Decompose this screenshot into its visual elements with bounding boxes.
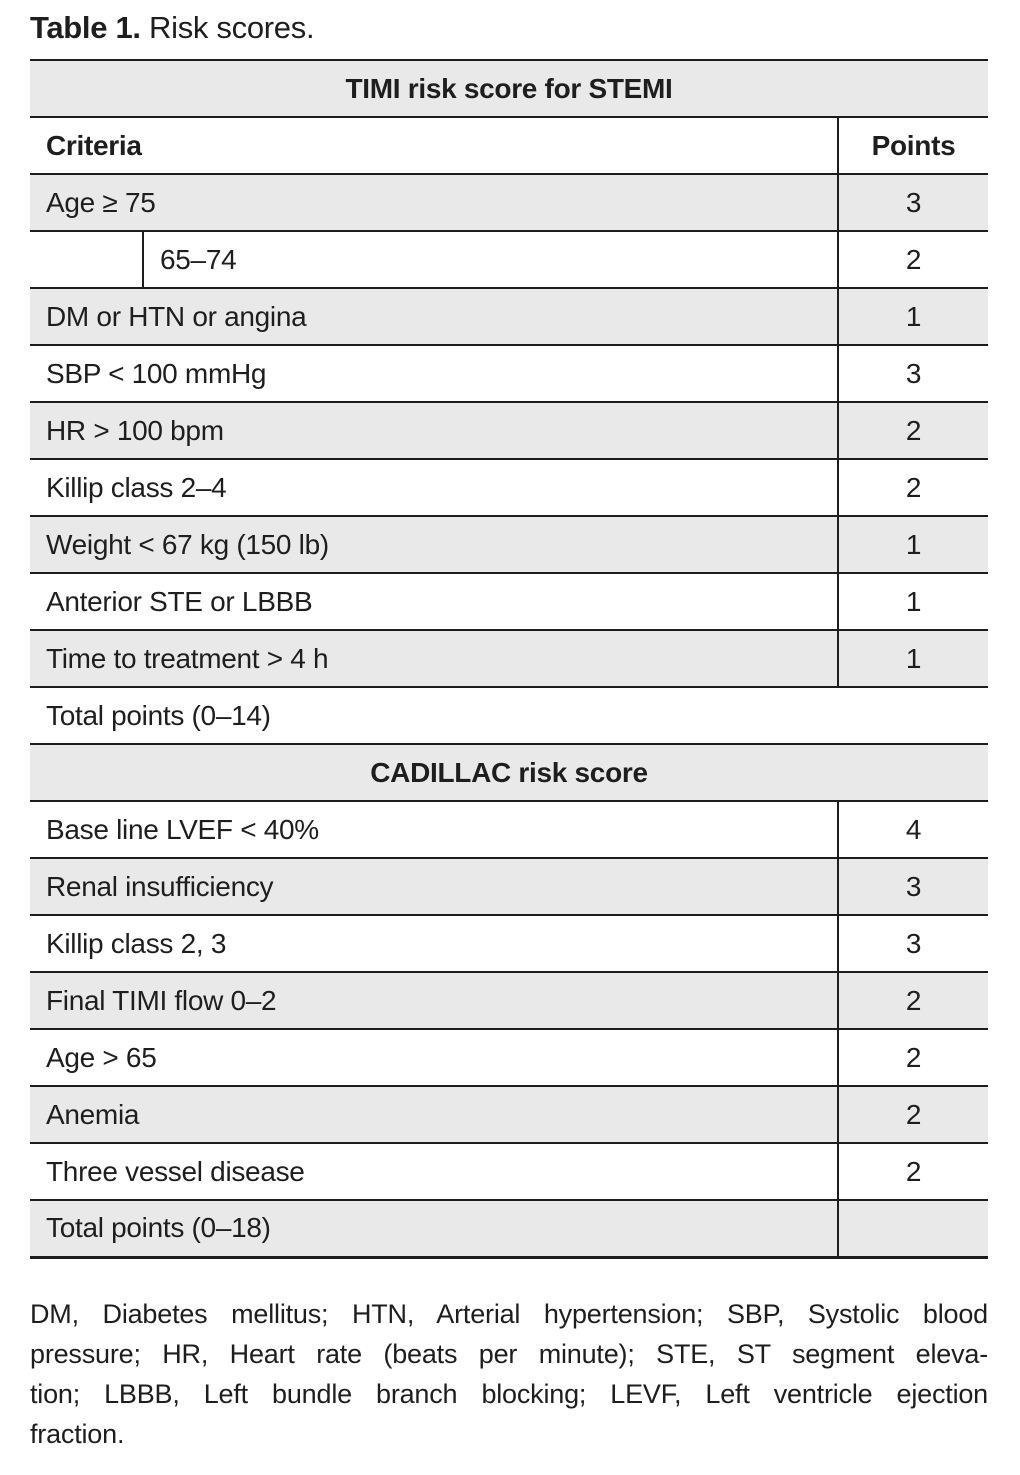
footnote-line: fraction. <box>30 1418 125 1449</box>
points-cell: 2 <box>838 972 988 1029</box>
table-row <box>30 972 988 1029</box>
points-cell: 1 <box>838 630 988 687</box>
table-row <box>30 1200 988 1257</box>
criteria-cell: Killip class 2–4 <box>30 459 838 516</box>
criteria-cell: Total points (0–14) <box>30 687 988 744</box>
criteria-cell: Anemia <box>30 1086 838 1143</box>
table-row <box>30 915 988 972</box>
criteria-cell: Age > 65 <box>30 1029 838 1086</box>
table-row <box>30 1029 988 1086</box>
table-row <box>30 573 988 630</box>
points-cell: 3 <box>838 915 988 972</box>
points-cell: 1 <box>838 516 988 573</box>
criteria-cell: Total points (0–18) <box>30 1200 838 1257</box>
criteria-cell: SBP < 100 mmHg <box>30 345 838 402</box>
timi-section-header-row <box>30 60 988 117</box>
criteria-cell: Final TIMI flow 0–2 <box>30 972 838 1029</box>
footnote-line: DM, Diabetes mellitus; HTN, Arterial hypertension; SBP, Systolic blood <box>30 1298 988 1329</box>
footnote-line: tion; LBBB, Left bundle branch blocking; LEVF, Left ventricle ejection <box>30 1378 988 1409</box>
points-cell: 3 <box>838 858 988 915</box>
table-row <box>30 516 988 573</box>
points-cell: 1 <box>838 573 988 630</box>
cadillac-section-header: CADILLAC risk score <box>30 744 988 801</box>
points-cell: 2 <box>838 459 988 516</box>
points-cell: 2 <box>838 231 988 288</box>
criteria-cell: 65–74 <box>143 231 838 288</box>
table-row <box>30 630 988 687</box>
points-column-header: Points <box>838 117 988 174</box>
table-row <box>30 459 988 516</box>
points-cell: 1 <box>838 288 988 345</box>
table-caption <box>30 10 988 46</box>
criteria-cell: Base line LVEF < 40% <box>30 801 838 858</box>
criteria-cell: Three vessel disease <box>30 1143 838 1200</box>
points-cell: 3 <box>838 174 988 231</box>
table-row <box>30 402 988 459</box>
table-row <box>30 288 988 345</box>
criteria-cell: HR > 100 bpm <box>30 402 838 459</box>
column-header-row <box>30 117 988 174</box>
cadillac-section-header-row <box>30 744 988 801</box>
table-row <box>30 687 988 744</box>
table-row <box>30 1143 988 1200</box>
table-row <box>30 174 988 231</box>
points-cell: 2 <box>838 1086 988 1143</box>
abbreviations-footnote <box>30 1294 988 1454</box>
criteria-cell: DM or HTN or angina <box>30 288 838 345</box>
points-cell: 3 <box>838 345 988 402</box>
table-row <box>30 801 988 858</box>
points-cell: 2 <box>838 1143 988 1200</box>
criteria-cell: Renal insufficiency <box>30 858 838 915</box>
criteria-cell: Killip class 2, 3 <box>30 915 838 972</box>
table-caption-number: Table 1. <box>30 10 141 45</box>
timi-section-header: TIMI risk score for STEMI <box>30 60 988 117</box>
points-cell <box>838 1200 988 1257</box>
points-cell: 4 <box>838 801 988 858</box>
risk-scores-table <box>30 59 988 1259</box>
table-caption-title: Risk scores. <box>140 10 315 45</box>
criteria-cell: Weight < 67 kg (150 lb) <box>30 516 838 573</box>
table-row <box>30 231 988 288</box>
table-row <box>30 858 988 915</box>
spacer-cell <box>30 231 143 288</box>
points-cell: 2 <box>838 1029 988 1086</box>
table-row <box>30 345 988 402</box>
criteria-cell: Age ≥ 75 <box>30 174 838 231</box>
criteria-column-header: Criteria <box>30 117 838 174</box>
points-cell: 2 <box>838 402 988 459</box>
criteria-cell: Time to treatment > 4 h <box>30 630 838 687</box>
table-row <box>30 1086 988 1143</box>
criteria-cell: Anterior STE or LBBB <box>30 573 838 630</box>
footnote-line: pressure; HR, Heart rate (beats per minute); STE, ST segment eleva- <box>30 1338 988 1369</box>
